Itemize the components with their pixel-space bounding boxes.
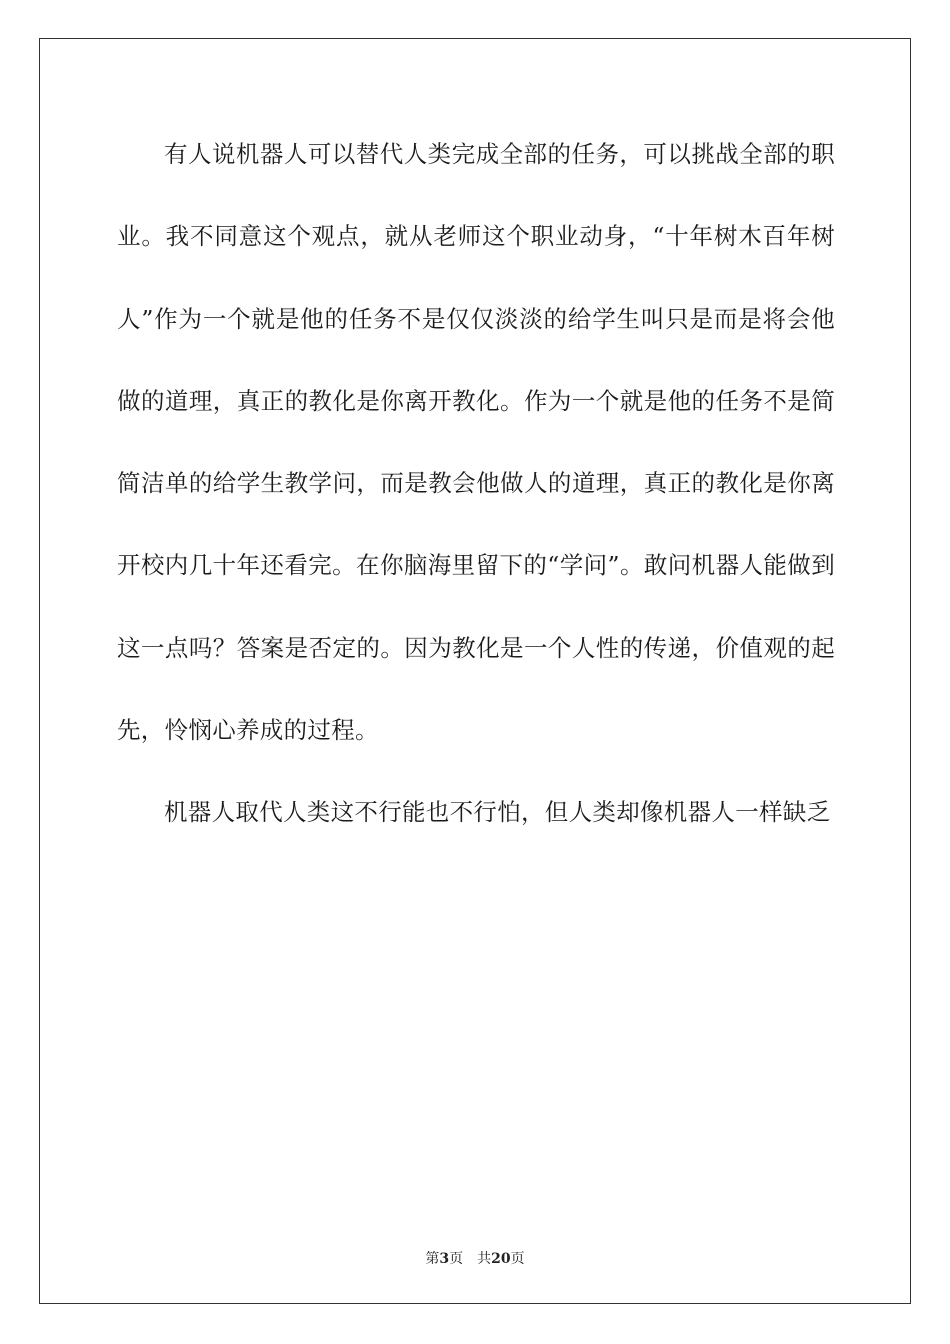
document-body — [117, 113, 835, 854]
total-suffix: 页 — [510, 1251, 525, 1267]
total-page-count: 20 — [491, 1251, 511, 1267]
paragraph-2: 机器人取代人类这不行能也不行怕，但人类却像机器人一样缺乏 — [164, 798, 831, 827]
paragraph-1: 有人说机器人可以替代人类完成全部的任务，可以挑战全部的职业。我不同意这个观点，就从老师这个职业动身，“十年树木百年树人”作为一个就是他的任务不是仅仅淡淡的给学生叫只是而是将会他做的道理，真正的教化是你离开教化。作为一个就是他的任务不是简简洁单的给学生教学问，而是教会他做人的道理，真正的教化是你离开校内几十年还看完。在你脑海里留下的“学问”。敢问机器人能做到这一点吗？答案是否定的。因为教化是一个人性的传递，价值观的起先，怜悯心养成的过程。 — [117, 140, 835, 745]
total-prefix: 共 — [477, 1251, 492, 1267]
page-suffix: 页 — [449, 1251, 464, 1267]
page-prefix: 第 — [425, 1251, 440, 1267]
page-footer — [0, 1248, 950, 1268]
current-page-number: 3 — [439, 1251, 450, 1267]
